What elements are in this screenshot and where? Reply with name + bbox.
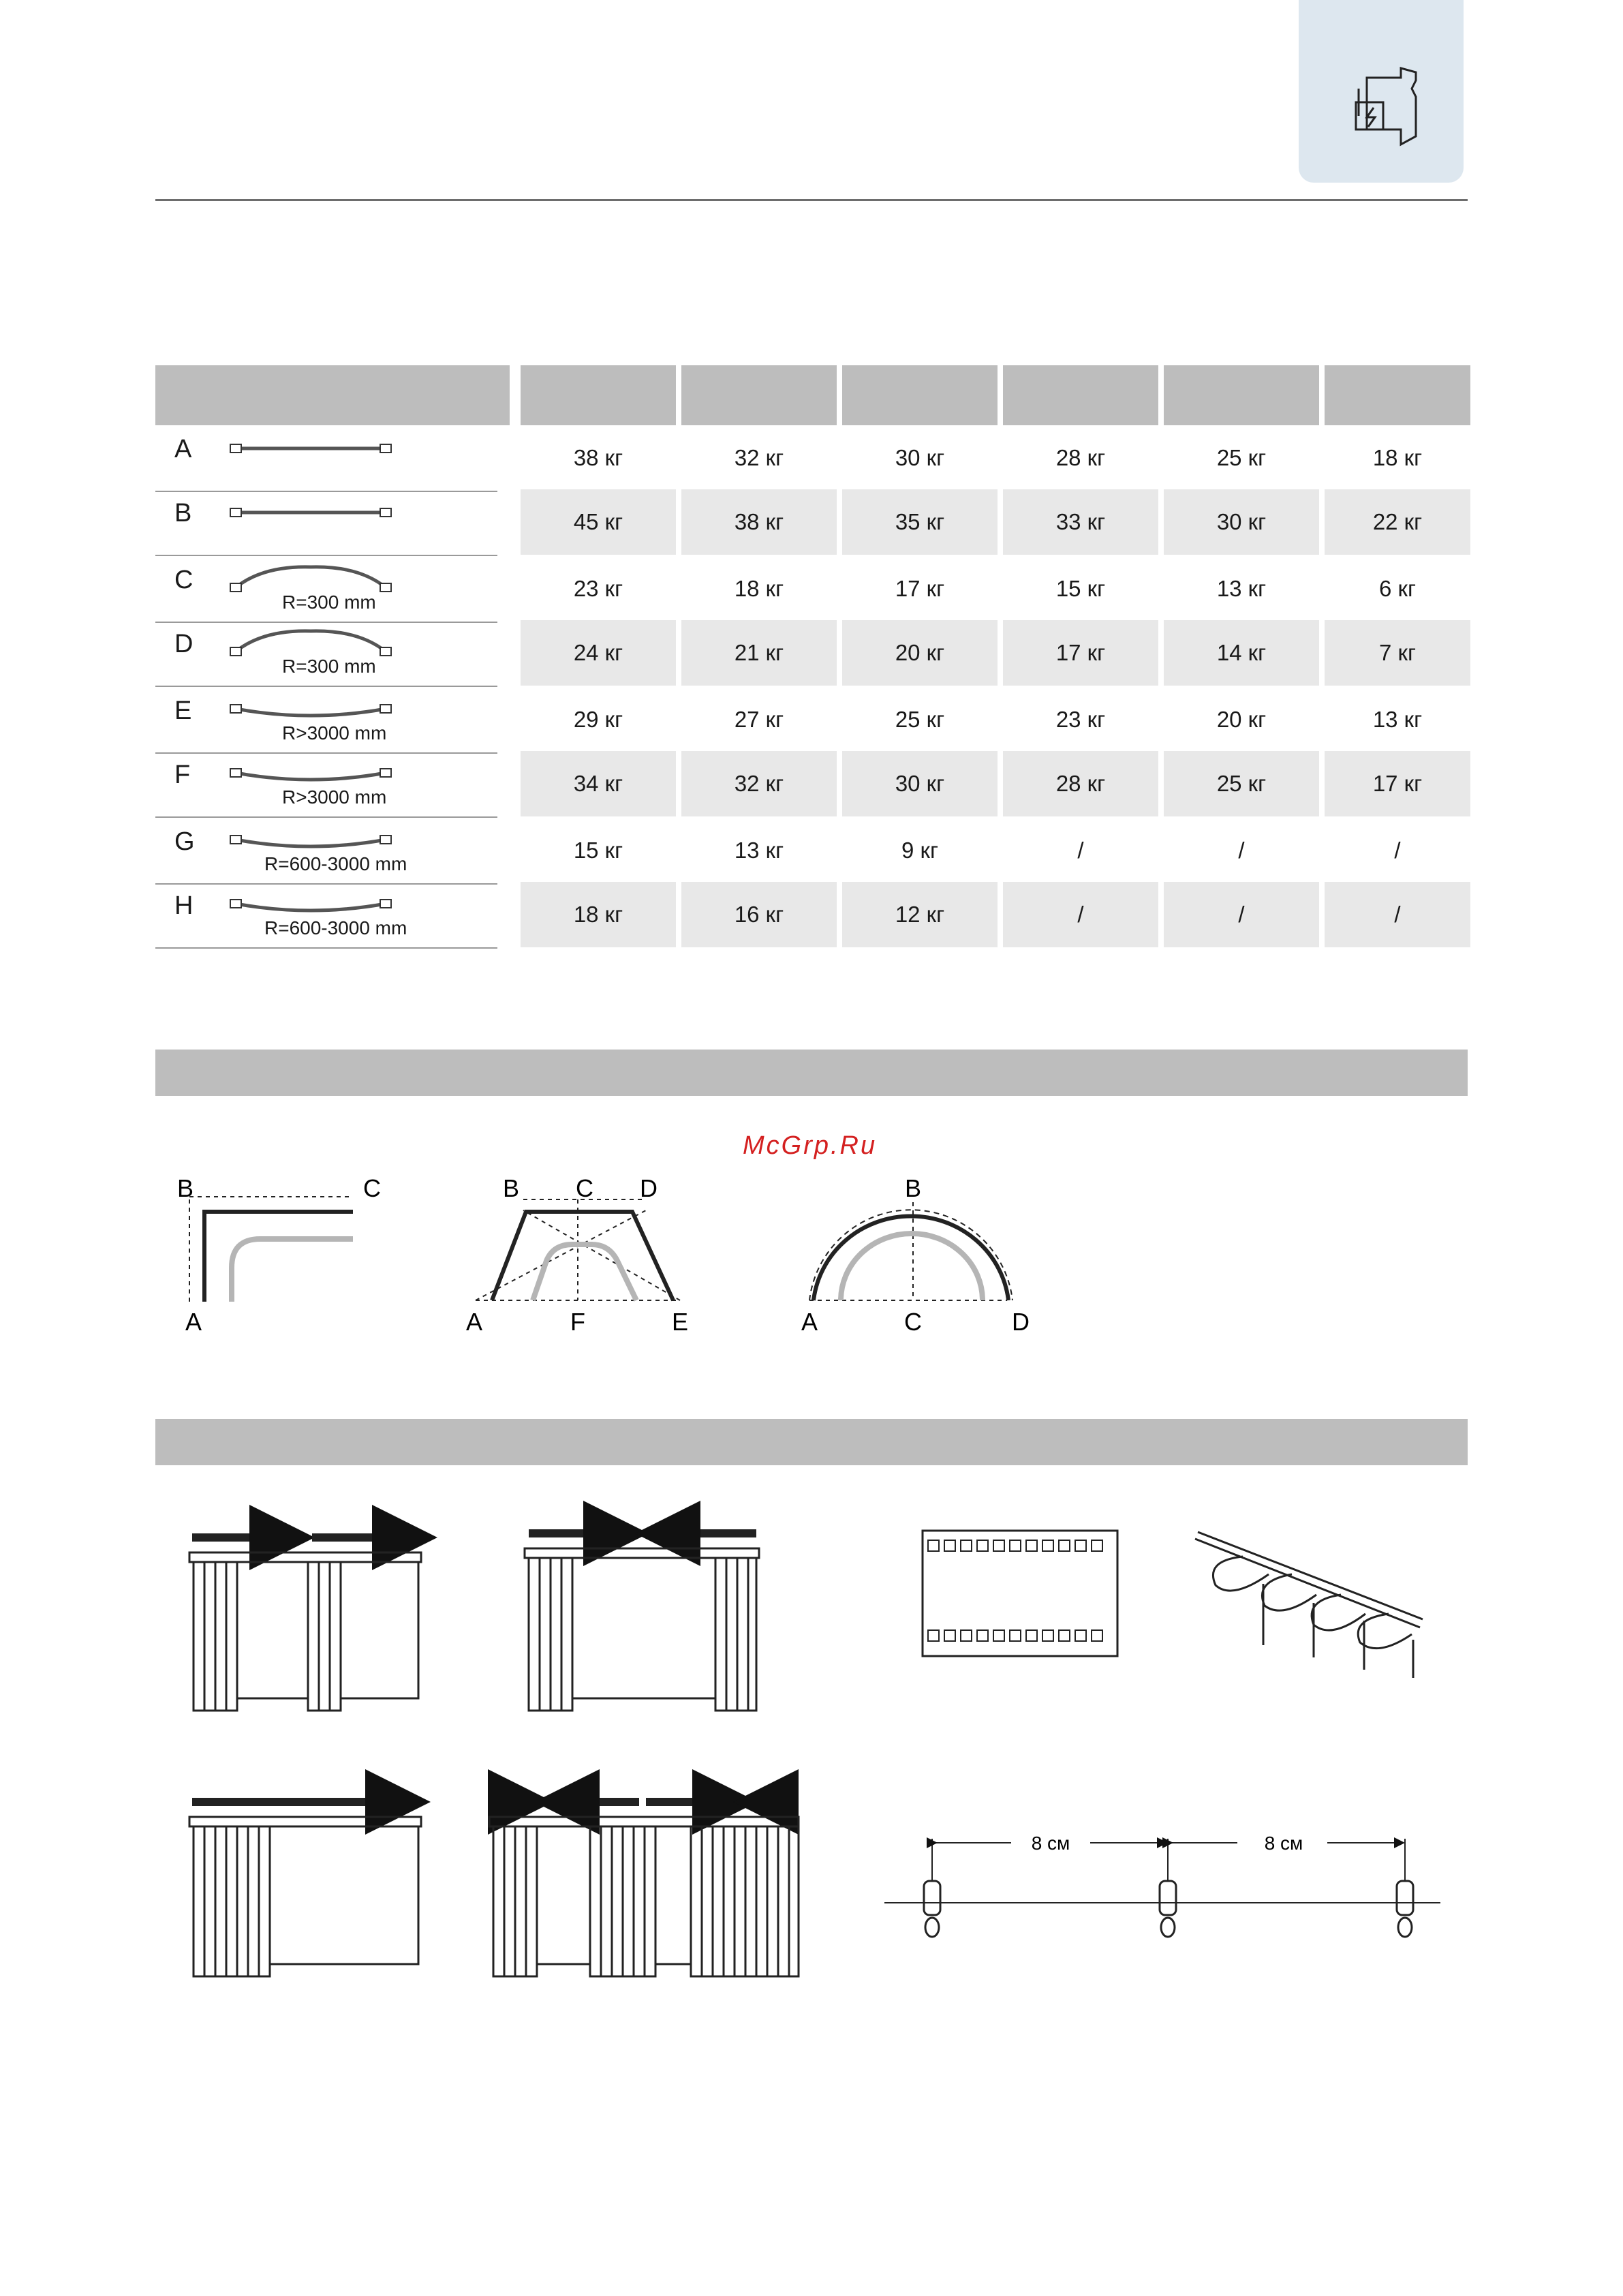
load-value-cell: 38 кг: [573, 445, 623, 470]
load-value-cell: 29 кг: [573, 707, 623, 732]
load-value-cell: 17 кг: [895, 576, 945, 601]
bay-diagram: [476, 1199, 680, 1300]
load-value-cell: 30 кг: [895, 445, 945, 470]
section-band-shapes: [155, 1050, 1468, 1096]
load-value-cell: /: [1164, 882, 1319, 947]
load-value-cell: /: [1238, 838, 1245, 863]
load-value-cell: /: [1003, 882, 1158, 947]
row-divider: [155, 491, 497, 492]
load-value-cell: 17 кг: [1325, 751, 1470, 816]
load-value-cell: 30 кг: [842, 751, 998, 816]
row-divider: [155, 622, 497, 623]
rail-radius-label: R=300 mm: [282, 656, 376, 677]
rail-radius-label: R=300 mm: [282, 592, 376, 613]
load-value-cell: 15 кг: [573, 838, 623, 863]
load-value-cell: 25 кг: [1216, 445, 1267, 470]
load-value-cell: 12 кг: [842, 882, 998, 947]
load-value-cell: 17 кг: [1003, 620, 1158, 686]
rail-radius-label: R>3000 mm: [282, 722, 387, 744]
split-draw-diagram: [189, 1537, 421, 1711]
row-divider: [155, 555, 497, 556]
load-value-cell: 15 кг: [1055, 576, 1106, 601]
rail-type-label: E: [174, 697, 192, 725]
table-header-cell: [1003, 365, 1158, 425]
rail-type-label: G: [174, 827, 195, 856]
arc-label-c: C: [904, 1308, 922, 1336]
multi-draw-diagram: [489, 1802, 799, 1976]
load-value-cell: 28 кг: [1055, 445, 1106, 470]
load-value-cell: 27 кг: [734, 707, 784, 732]
bay-label-d: D: [640, 1174, 658, 1202]
arc-diagram: [809, 1202, 1013, 1300]
row-divider: [155, 947, 497, 949]
load-value-cell: 33 кг: [1003, 489, 1158, 555]
centre-draw-diagram: [525, 1533, 759, 1711]
load-value-cell: 21 кг: [681, 620, 837, 686]
rail-profile-icon: [222, 493, 399, 541]
load-value-cell: 9 кг: [901, 838, 938, 863]
corner-label-c: C: [363, 1174, 381, 1202]
section-tab: [1299, 0, 1464, 183]
row-divider: [155, 816, 497, 818]
curtain-tape-diagram: [923, 1531, 1117, 1656]
load-value-cell: 38 кг: [681, 489, 837, 555]
rail-type-label: C: [174, 566, 194, 594]
table-header-cell: [1325, 365, 1470, 425]
load-value-cell: 14 кг: [1164, 620, 1319, 686]
load-value-cell: /: [1077, 838, 1084, 863]
load-value-cell: /: [1325, 882, 1470, 947]
load-value-cell: 13 кг: [734, 838, 784, 863]
arc-label-d: D: [1012, 1308, 1030, 1336]
one-way-draw-diagram: [189, 1802, 421, 1976]
load-value-cell: 32 кг: [681, 751, 837, 816]
load-value-cell: 25 кг: [895, 707, 945, 732]
arc-label-b: B: [904, 1174, 922, 1202]
load-value-cell: 18 кг: [521, 882, 676, 947]
rail-type-label: B: [174, 499, 192, 527]
table-header-cell: [1164, 365, 1319, 425]
load-value-cell: 32 кг: [734, 445, 784, 470]
arc-label-a: A: [801, 1308, 818, 1336]
load-value-cell: 23 кг: [573, 576, 623, 601]
rail-radius-label: R>3000 mm: [282, 786, 387, 808]
load-value-cell: /: [1394, 838, 1401, 863]
rail-radius-label: R=600-3000 mm: [264, 853, 407, 874]
bay-label-b: B: [502, 1174, 520, 1202]
curtain-draw-diagrams: [155, 1499, 1468, 2017]
load-value-cell: 20 кг: [842, 620, 998, 686]
bay-label-a: A: [465, 1308, 483, 1336]
load-value-cell: 22 кг: [1325, 489, 1470, 555]
load-value-cell: 18 кг: [734, 576, 784, 601]
bay-label-f: F: [570, 1308, 585, 1336]
load-value-cell: 13 кг: [1372, 707, 1423, 732]
hook-spacing-diagram: [884, 1839, 1440, 1937]
rail-shape-diagrams: [155, 1159, 1109, 1349]
row-divider: [155, 883, 497, 885]
load-value-cell: 23 кг: [1055, 707, 1106, 732]
load-value-cell: 24 кг: [521, 620, 676, 686]
load-value-cell: 18 кг: [1372, 445, 1423, 470]
table-header-cell: [521, 365, 676, 425]
rail-radius-label: R=600-3000 mm: [264, 917, 407, 938]
spacing-label-right: 8 см: [1264, 1833, 1303, 1854]
rail-type-label: F: [174, 761, 191, 789]
spacing-label-left: 8 см: [1031, 1833, 1070, 1854]
rail-type-label: A: [174, 435, 192, 463]
load-value-cell: 13 кг: [1216, 576, 1267, 601]
section-band-drawing: [155, 1419, 1468, 1465]
load-value-cell: 16 кг: [681, 882, 837, 947]
bay-label-e: E: [671, 1308, 689, 1336]
corner-label-a: A: [185, 1308, 202, 1336]
table-header-corner: [155, 365, 510, 425]
load-value-cell: 7 кг: [1325, 620, 1470, 686]
load-value-cell: 20 кг: [1216, 707, 1267, 732]
load-value-cell: 34 кг: [521, 751, 676, 816]
rail-profile-icon: [222, 429, 399, 477]
table-header-cell: [681, 365, 837, 425]
row-divider: [155, 752, 497, 754]
corner-label-b: B: [176, 1174, 194, 1202]
load-value-cell: 35 кг: [842, 489, 998, 555]
load-value-cell: 45 кг: [521, 489, 676, 555]
load-value-cell: 30 кг: [1164, 489, 1319, 555]
rail-type-label: D: [174, 630, 194, 658]
load-value-cell: 25 кг: [1164, 751, 1319, 816]
wall-mount-icon: [1299, 0, 1464, 183]
row-divider: [155, 686, 497, 687]
bay-label-c: C: [576, 1174, 593, 1202]
corner-diagram: [189, 1197, 353, 1302]
load-value-cell: 6 кг: [1379, 576, 1416, 601]
watermark: McGrp.Ru: [743, 1131, 878, 1160]
hooks-on-rail-diagram: [1195, 1532, 1423, 1678]
header-rule: [155, 199, 1468, 201]
rail-type-label: H: [174, 891, 194, 920]
load-value-cell: 28 кг: [1003, 751, 1158, 816]
table-header-cell: [842, 365, 998, 425]
